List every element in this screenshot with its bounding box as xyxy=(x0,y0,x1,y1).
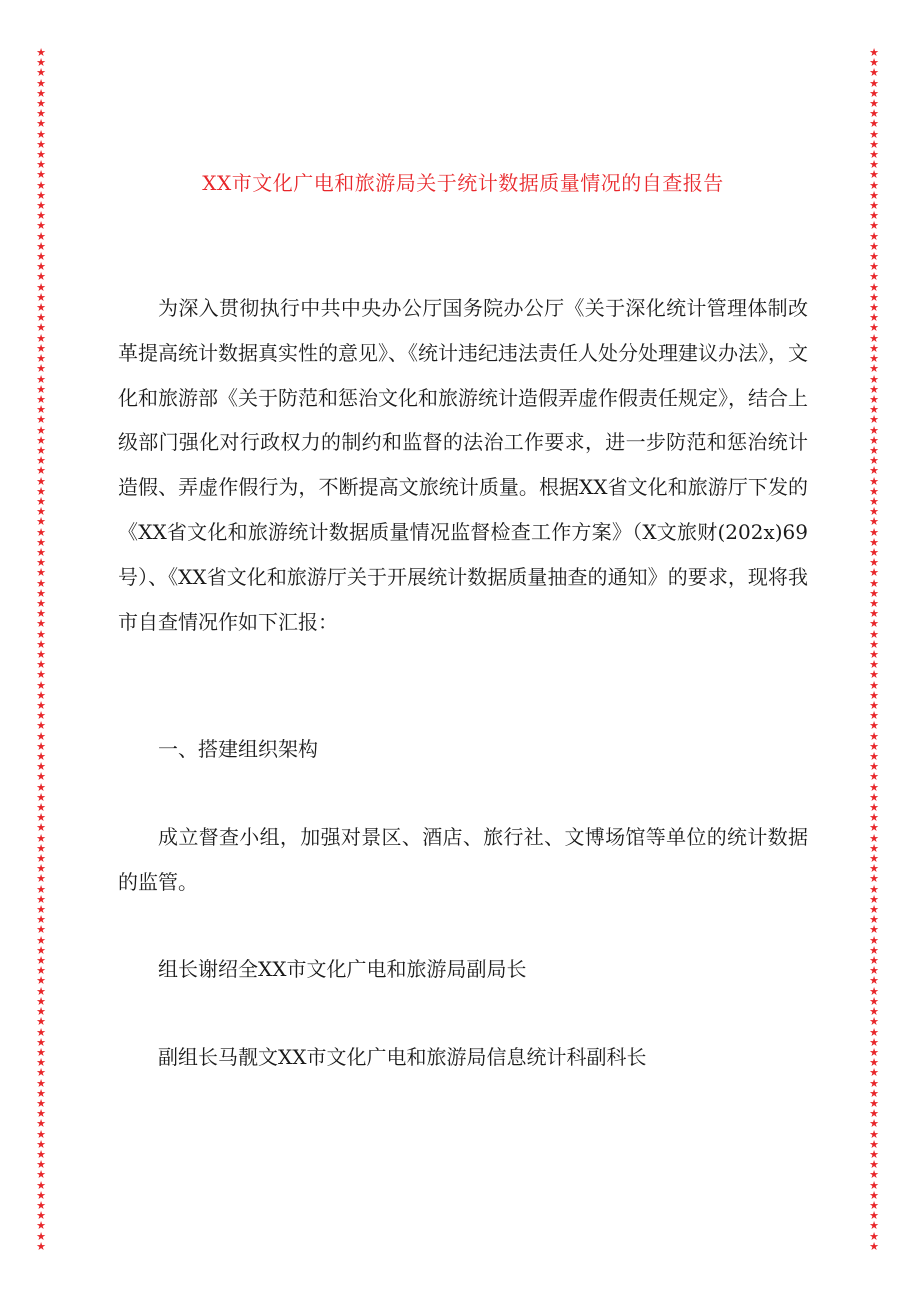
star-icon: ★ xyxy=(869,1158,879,1172)
star-icon: ★ xyxy=(869,1229,879,1243)
star-icon: ★ xyxy=(869,66,879,80)
right-star-border xyxy=(867,48,881,1250)
star-icon: ★ xyxy=(869,321,879,335)
star-icon: ★ xyxy=(36,403,46,417)
document-title: XX市文化广电和旅游局关于统计数据质量情况的自查报告 xyxy=(202,171,724,195)
star-icon: ★ xyxy=(36,1025,46,1039)
star-icon: ★ xyxy=(869,841,879,855)
star-icon: ★ xyxy=(36,525,46,539)
star-icon: ★ xyxy=(869,413,879,427)
star-icon: ★ xyxy=(36,1178,46,1192)
star-icon: ★ xyxy=(36,556,46,570)
star-icon: ★ xyxy=(36,250,46,264)
star-icon: ★ xyxy=(36,423,46,437)
star-icon: ★ xyxy=(869,443,879,457)
star-icon: ★ xyxy=(869,913,879,927)
star-icon: ★ xyxy=(36,658,46,672)
star-icon: ★ xyxy=(36,801,46,815)
star-icon: ★ xyxy=(869,576,879,590)
star-icon: ★ xyxy=(36,199,46,213)
star-icon: ★ xyxy=(36,739,46,753)
star-icon: ★ xyxy=(36,780,46,794)
star-icon: ★ xyxy=(36,433,46,447)
star-icon: ★ xyxy=(869,923,879,937)
star-icon: ★ xyxy=(869,433,879,447)
star-icon: ★ xyxy=(36,1056,46,1070)
star-icon: ★ xyxy=(36,596,46,610)
star-icon: ★ xyxy=(869,882,879,896)
star-icon: ★ xyxy=(36,484,46,498)
star-icon: ★ xyxy=(869,535,879,549)
star-icon: ★ xyxy=(36,239,46,253)
star-icon: ★ xyxy=(869,127,879,141)
star-icon: ★ xyxy=(869,392,879,406)
star-icon: ★ xyxy=(36,148,46,162)
star-icon: ★ xyxy=(869,750,879,764)
star-icon: ★ xyxy=(869,219,879,233)
star-icon: ★ xyxy=(869,943,879,957)
star-icon: ★ xyxy=(869,596,879,610)
star-icon: ★ xyxy=(36,637,46,651)
star-icon: ★ xyxy=(36,107,46,121)
star-icon: ★ xyxy=(36,352,46,366)
star-icon: ★ xyxy=(36,668,46,682)
star-icon: ★ xyxy=(869,382,879,396)
star-icon: ★ xyxy=(869,1188,879,1202)
star-icon: ★ xyxy=(869,1117,879,1131)
star-icon: ★ xyxy=(869,964,879,978)
star-icon: ★ xyxy=(869,1025,879,1039)
star-icon: ★ xyxy=(869,1198,879,1212)
star-icon: ★ xyxy=(869,148,879,162)
star-icon: ★ xyxy=(36,943,46,957)
star-icon: ★ xyxy=(869,719,879,733)
star-icon: ★ xyxy=(36,137,46,151)
star-icon: ★ xyxy=(36,505,46,519)
star-icon: ★ xyxy=(36,882,46,896)
star-icon: ★ xyxy=(869,1137,879,1151)
star-icon: ★ xyxy=(869,239,879,253)
star-icon: ★ xyxy=(36,494,46,508)
star-icon: ★ xyxy=(36,688,46,702)
star-icon: ★ xyxy=(36,158,46,172)
star-icon: ★ xyxy=(869,994,879,1008)
star-icon: ★ xyxy=(869,1209,879,1223)
star-icon: ★ xyxy=(869,709,879,723)
star-icon: ★ xyxy=(869,607,879,621)
star-icon: ★ xyxy=(869,1178,879,1192)
star-icon: ★ xyxy=(36,178,46,192)
star-icon: ★ xyxy=(869,903,879,917)
star-icon: ★ xyxy=(869,668,879,682)
star-icon: ★ xyxy=(869,454,879,468)
left-star-border xyxy=(34,48,48,1250)
star-icon: ★ xyxy=(36,903,46,917)
star-icon: ★ xyxy=(36,586,46,600)
star-icon: ★ xyxy=(36,1005,46,1019)
star-icon: ★ xyxy=(36,617,46,631)
star-icon: ★ xyxy=(36,719,46,733)
star-icon: ★ xyxy=(869,209,879,223)
star-icon: ★ xyxy=(869,290,879,304)
star-icon: ★ xyxy=(36,892,46,906)
star-icon: ★ xyxy=(869,627,879,641)
star-icon: ★ xyxy=(869,1015,879,1029)
star-icon: ★ xyxy=(36,474,46,488)
star-icon: ★ xyxy=(869,1056,879,1070)
star-icon: ★ xyxy=(869,862,879,876)
star-icon: ★ xyxy=(36,862,46,876)
star-icon: ★ xyxy=(869,801,879,815)
star-icon: ★ xyxy=(869,331,879,345)
star-icon: ★ xyxy=(36,1209,46,1223)
star-icon: ★ xyxy=(869,403,879,417)
star-icon: ★ xyxy=(36,290,46,304)
star-icon: ★ xyxy=(36,841,46,855)
star-icon: ★ xyxy=(869,1239,879,1250)
star-icon: ★ xyxy=(869,494,879,508)
star-icon: ★ xyxy=(869,556,879,570)
star-icon: ★ xyxy=(869,474,879,488)
star-icon: ★ xyxy=(36,86,46,100)
star-icon: ★ xyxy=(869,780,879,794)
star-icon: ★ xyxy=(869,617,879,631)
star-icon: ★ xyxy=(36,729,46,743)
star-icon: ★ xyxy=(36,127,46,141)
star-icon: ★ xyxy=(869,484,879,498)
star-icon: ★ xyxy=(36,515,46,529)
star-icon: ★ xyxy=(36,1198,46,1212)
star-icon: ★ xyxy=(36,97,46,111)
deputy-leader-line: 副组长马靓文XX市文化广电和旅游局信息统计科副科长 xyxy=(158,1045,647,1069)
star-icon: ★ xyxy=(869,515,879,529)
star-icon: ★ xyxy=(869,158,879,172)
star-icon: ★ xyxy=(36,260,46,274)
star-icon: ★ xyxy=(36,229,46,243)
star-icon: ★ xyxy=(869,178,879,192)
star-icon: ★ xyxy=(36,48,46,59)
star-icon: ★ xyxy=(36,954,46,968)
star-icon: ★ xyxy=(36,219,46,233)
star-icon: ★ xyxy=(869,831,879,845)
star-icon: ★ xyxy=(36,647,46,661)
star-icon: ★ xyxy=(36,1147,46,1161)
star-icon: ★ xyxy=(869,48,879,59)
star-icon: ★ xyxy=(36,1066,46,1080)
star-icon: ★ xyxy=(869,1035,879,1049)
star-icon: ★ xyxy=(869,341,879,355)
star-icon: ★ xyxy=(869,770,879,784)
star-icon: ★ xyxy=(869,892,879,906)
star-icon: ★ xyxy=(869,260,879,274)
star-icon: ★ xyxy=(869,688,879,702)
team-leader-line: 组长谢绍全XX市文化广电和旅游局副局长 xyxy=(158,957,527,981)
star-icon: ★ xyxy=(36,964,46,978)
star-icon: ★ xyxy=(36,443,46,457)
star-icon: ★ xyxy=(36,280,46,294)
star-icon: ★ xyxy=(36,413,46,427)
star-icon: ★ xyxy=(869,1147,879,1161)
star-icon: ★ xyxy=(36,1219,46,1233)
star-icon: ★ xyxy=(869,250,879,264)
star-icon: ★ xyxy=(36,209,46,223)
star-icon: ★ xyxy=(36,933,46,947)
star-icon: ★ xyxy=(36,454,46,468)
star-icon: ★ xyxy=(36,56,46,70)
star-icon: ★ xyxy=(869,1219,879,1233)
star-icon: ★ xyxy=(36,760,46,774)
star-icon: ★ xyxy=(36,607,46,621)
star-icon: ★ xyxy=(36,464,46,478)
star-icon: ★ xyxy=(36,770,46,784)
star-icon: ★ xyxy=(869,372,879,386)
star-icon: ★ xyxy=(36,1107,46,1121)
star-icon: ★ xyxy=(36,1127,46,1141)
star-icon: ★ xyxy=(36,117,46,131)
star-icon: ★ xyxy=(869,678,879,692)
star-icon: ★ xyxy=(36,301,46,315)
star-icon: ★ xyxy=(869,1005,879,1019)
star-icon: ★ xyxy=(869,586,879,600)
star-icon: ★ xyxy=(36,1076,46,1090)
star-icon: ★ xyxy=(869,188,879,202)
star-icon: ★ xyxy=(36,831,46,845)
star-icon: ★ xyxy=(36,1229,46,1243)
star-icon: ★ xyxy=(36,331,46,345)
star-icon: ★ xyxy=(36,1035,46,1049)
star-icon: ★ xyxy=(869,1076,879,1090)
star-icon: ★ xyxy=(36,821,46,835)
star-icon: ★ xyxy=(869,811,879,825)
section-heading: 一、搭建组织架构 xyxy=(158,737,318,761)
star-icon: ★ xyxy=(869,699,879,712)
star-icon: ★ xyxy=(869,76,879,90)
star-icon: ★ xyxy=(36,852,46,866)
star-icon: ★ xyxy=(869,117,879,131)
star-icon: ★ xyxy=(36,341,46,355)
star-icon: ★ xyxy=(36,1045,46,1059)
star-icon: ★ xyxy=(36,66,46,80)
star-icon: ★ xyxy=(36,790,46,804)
star-icon: ★ xyxy=(869,821,879,835)
star-icon: ★ xyxy=(869,729,879,743)
star-icon: ★ xyxy=(869,362,879,376)
star-icon: ★ xyxy=(36,270,46,284)
star-icon: ★ xyxy=(869,760,879,774)
star-icon: ★ xyxy=(869,352,879,366)
star-icon: ★ xyxy=(869,56,879,70)
star-icon: ★ xyxy=(869,1127,879,1141)
star-icon: ★ xyxy=(869,97,879,111)
star-icon: ★ xyxy=(869,280,879,294)
star-icon: ★ xyxy=(36,545,46,559)
star-icon: ★ xyxy=(869,199,879,213)
star-icon: ★ xyxy=(869,423,879,437)
star-icon: ★ xyxy=(36,923,46,937)
star-icon: ★ xyxy=(36,392,46,406)
star-icon: ★ xyxy=(36,913,46,927)
star-icon: ★ xyxy=(869,464,879,478)
star-icon: ★ xyxy=(869,505,879,519)
star-icon: ★ xyxy=(36,168,46,182)
star-icon: ★ xyxy=(36,699,46,712)
star-icon: ★ xyxy=(36,984,46,998)
star-icon: ★ xyxy=(869,954,879,968)
star-icon: ★ xyxy=(869,1086,879,1100)
star-icon: ★ xyxy=(869,566,879,580)
star-icon: ★ xyxy=(869,872,879,886)
star-icon: ★ xyxy=(869,1066,879,1080)
star-icon: ★ xyxy=(36,627,46,641)
star-icon: ★ xyxy=(869,739,879,753)
star-icon: ★ xyxy=(869,933,879,947)
star-icon: ★ xyxy=(869,168,879,182)
star-icon: ★ xyxy=(869,1107,879,1121)
star-icon: ★ xyxy=(869,301,879,315)
star-icon: ★ xyxy=(869,637,879,651)
star-icon: ★ xyxy=(869,852,879,866)
star-icon: ★ xyxy=(36,1015,46,1029)
star-icon: ★ xyxy=(36,974,46,988)
star-icon: ★ xyxy=(869,229,879,243)
star-icon: ★ xyxy=(36,811,46,825)
star-icon: ★ xyxy=(36,576,46,590)
star-icon: ★ xyxy=(869,790,879,804)
star-icon: ★ xyxy=(869,658,879,672)
body-paragraph: 成立督查小组，加强对景区、酒店、旅行社、文博场馆等单位的统计数据的监管。 xyxy=(118,825,808,894)
star-icon: ★ xyxy=(869,525,879,539)
star-icon: ★ xyxy=(36,76,46,90)
star-icon: ★ xyxy=(36,362,46,376)
star-icon: ★ xyxy=(869,647,879,661)
star-icon: ★ xyxy=(36,709,46,723)
star-icon: ★ xyxy=(36,678,46,692)
star-icon: ★ xyxy=(869,1096,879,1110)
star-icon: ★ xyxy=(36,1137,46,1151)
star-icon: ★ xyxy=(36,382,46,396)
star-icon: ★ xyxy=(36,1188,46,1202)
star-icon: ★ xyxy=(36,1239,46,1250)
star-icon: ★ xyxy=(869,974,879,988)
star-icon: ★ xyxy=(869,545,879,559)
star-icon: ★ xyxy=(36,566,46,580)
intro-paragraph: 为深入贯彻执行中共中央办公厅国务院办公厅《关于深化统计管理体制改革提高统计数据真实性的意见》、《统计违纪违法责任人处分处理建议办法》，文化和旅游部《关于防范和惩治文化和旅游统计造假弄虚作假责任规定》，结合上级部门强化对行政权力的制约和监督的法治工作要求，进一步防范和惩治统计造假、弄虚作假行为，不断提高文旅统计质量。根据XX省文化和旅游厅下发的《XX省文化和旅游统计数据质量情况监督检查工作方案》（X文旅财(202x)69号）、《XX省文化和旅游厅关于开展统计数据质量抽查的通知》的要求，现将我市自查情况作如下汇报： xyxy=(118,296,808,634)
star-icon: ★ xyxy=(36,535,46,549)
star-icon: ★ xyxy=(36,750,46,764)
star-icon: ★ xyxy=(36,1096,46,1110)
star-icon: ★ xyxy=(36,321,46,335)
star-icon: ★ xyxy=(36,188,46,202)
star-icon: ★ xyxy=(869,86,879,100)
star-icon: ★ xyxy=(36,1168,46,1182)
star-icon: ★ xyxy=(36,372,46,386)
star-icon: ★ xyxy=(869,311,879,325)
star-icon: ★ xyxy=(36,994,46,1008)
star-icon: ★ xyxy=(869,1045,879,1059)
star-icon: ★ xyxy=(36,1117,46,1131)
star-icon: ★ xyxy=(36,1158,46,1172)
star-icon: ★ xyxy=(36,1086,46,1100)
star-icon: ★ xyxy=(869,1168,879,1182)
star-icon: ★ xyxy=(869,984,879,998)
star-icon: ★ xyxy=(869,270,879,284)
star-icon: ★ xyxy=(36,311,46,325)
star-icon: ★ xyxy=(869,137,879,151)
star-icon: ★ xyxy=(869,107,879,121)
star-icon: ★ xyxy=(36,872,46,886)
